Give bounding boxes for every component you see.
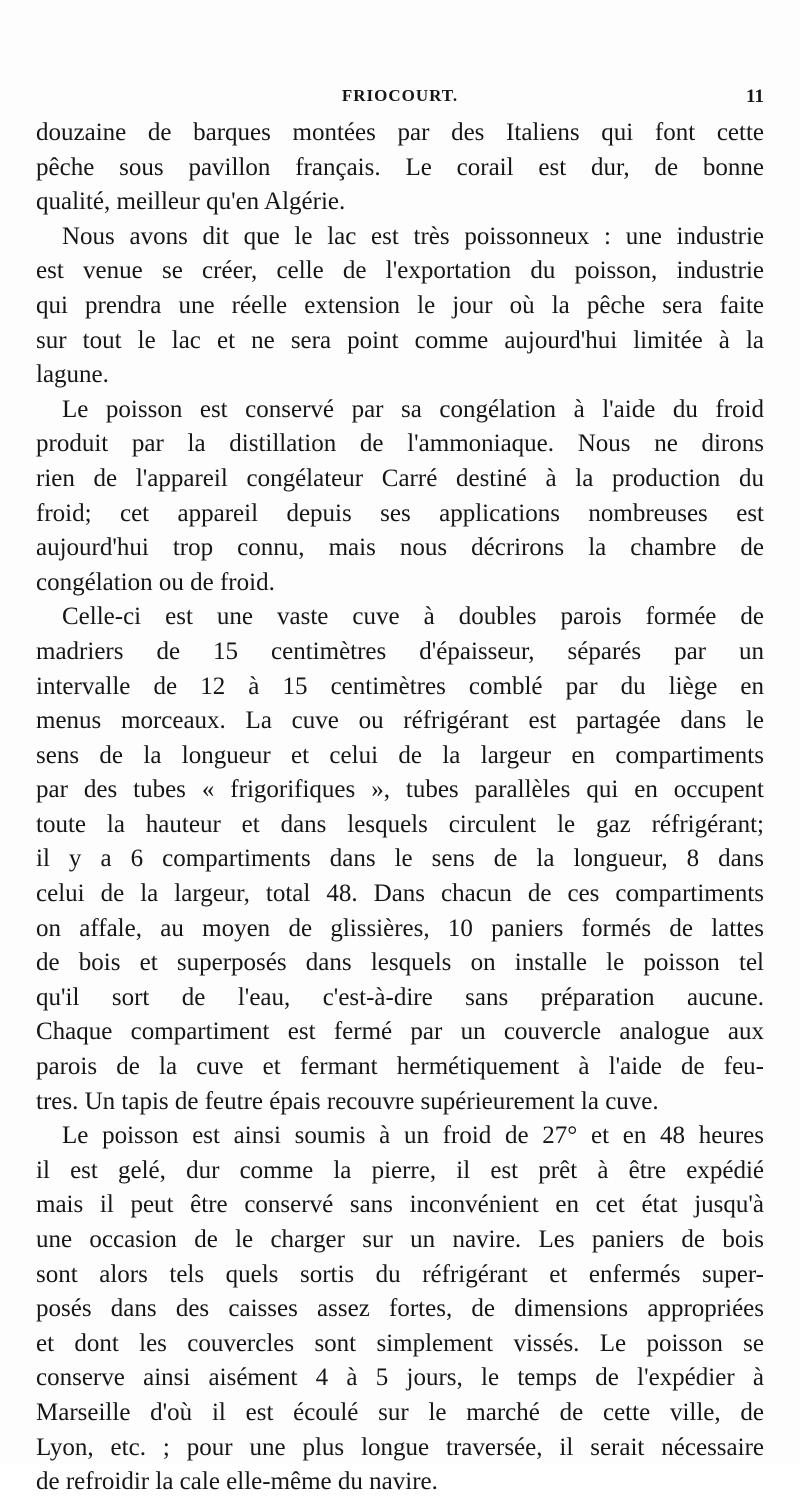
text-line: aujourd'hui trop connu, mais nous décrirons la chambre de bbox=[36, 534, 764, 562]
text-line: posés dans des caisses assez fortes, de dimensions appropriées bbox=[36, 1295, 764, 1323]
text-line: et dont les couvercles sont simplement vissés. Le poisson se bbox=[36, 1329, 764, 1357]
text-line: congélation ou de froid. bbox=[36, 568, 275, 596]
text-line: froid; cet appareil depuis ses applications nombreuses est bbox=[36, 499, 764, 527]
text-line: Nous avons dit que le lac est très poissonneux : une industrie bbox=[62, 222, 764, 250]
text-line: Le poisson est ainsi soumis à un froid de 27° et en 48 heures bbox=[62, 1122, 764, 1150]
text-line: parois de la cuve et fermant hermétiquement à l'aide de feu- bbox=[36, 1053, 764, 1081]
text-line: sens de la longueur et celui de la largeur en compartiments bbox=[36, 741, 764, 769]
text-line: tres. Un tapis de feutre épais recouvre supérieurement la cuve. bbox=[36, 1087, 659, 1115]
text-line: menus morceaux. La cuve ou réfrigérant est partagée dans le bbox=[36, 707, 764, 735]
text-line: de bois et superposés dans lesquels on installe le poisson tel bbox=[36, 949, 764, 977]
text-line: qualité, meilleur qu'en Algérie. bbox=[36, 188, 346, 216]
text-line: Le poisson est conservé par sa congélation à l'aide du froid bbox=[62, 395, 764, 423]
page-number: 11 bbox=[746, 86, 764, 107]
body-text bbox=[36, 116, 764, 1500]
running-header bbox=[36, 86, 764, 112]
text-line: mais il peut être conservé sans inconvénient en cet état jusqu'à bbox=[36, 1191, 764, 1219]
text-line: rien de l'appareil congélateur Carré destiné à la production du bbox=[36, 464, 764, 492]
text-line: produit par la distillation de l'ammoniaque. Nous ne dirons bbox=[36, 430, 764, 458]
text-line: par des tubes « frigorifiques », tubes parallèles qui en occupent bbox=[36, 776, 764, 804]
text-line: toute la hauteur et dans lesquels circulent le gaz réfrigérant; bbox=[36, 810, 764, 838]
text-line: pêche sous pavillon français. Le corail est dur, de bonne bbox=[36, 153, 764, 181]
text-line: celui de la largeur, total 48. Dans chacun de ces compartiments bbox=[36, 880, 764, 908]
text-line: lagune. bbox=[36, 361, 109, 389]
text-line: Celle-ci est une vaste cuve à doubles parois formée de bbox=[62, 603, 764, 631]
text-line: on affale, au moyen de glissières, 10 paniers formés de lattes bbox=[36, 914, 764, 942]
text-line: il y a 6 compartiments dans le sens de la longueur, 8 dans bbox=[36, 845, 764, 873]
text-line: est venue se créer, celle de l'exportation du poisson, industrie bbox=[36, 257, 764, 285]
text-line: intervalle de 12 à 15 centimètres comblé par du liège en bbox=[36, 672, 764, 700]
text-line: qui prendra une réelle extension le jour où la pêche sera faite bbox=[36, 291, 764, 319]
text-line: douzaine de barques montées par des Italiens qui font cette bbox=[36, 119, 764, 146]
text-line: sont alors tels quels sortis du réfrigérant et enfermés super- bbox=[36, 1260, 764, 1288]
text-line: madriers de 15 centimètres d'épaisseur, séparés par un bbox=[36, 637, 764, 665]
text-line: Lyon, etc. ; pour une plus longue traversée, il serait nécessaire bbox=[36, 1433, 764, 1461]
text-line: conserve ainsi aisément 4 à 5 jours, le temps de l'expédier à bbox=[36, 1364, 764, 1392]
running-title: FRIOCOURT. bbox=[341, 86, 459, 105]
text-line: Marseille d'où il est écoulé sur le marché de cette ville, de bbox=[36, 1398, 764, 1426]
text-line: sur tout le lac et ne sera point comme aujourd'hui limitée à la bbox=[36, 326, 764, 354]
text-line: il est gelé, dur comme la pierre, il est prêt à être expédié bbox=[36, 1156, 764, 1184]
text-line: Chaque compartiment est fermé par un couvercle analogue aux bbox=[36, 1018, 764, 1046]
text-line: qu'il sort de l'eau, c'est-à-dire sans préparation aucune. bbox=[36, 983, 764, 1011]
text-line: de refroidir la cale elle-même du navire. bbox=[36, 1468, 438, 1496]
text-line: une occasion de le charger sur un navire. Les paniers de bois bbox=[36, 1226, 764, 1253]
